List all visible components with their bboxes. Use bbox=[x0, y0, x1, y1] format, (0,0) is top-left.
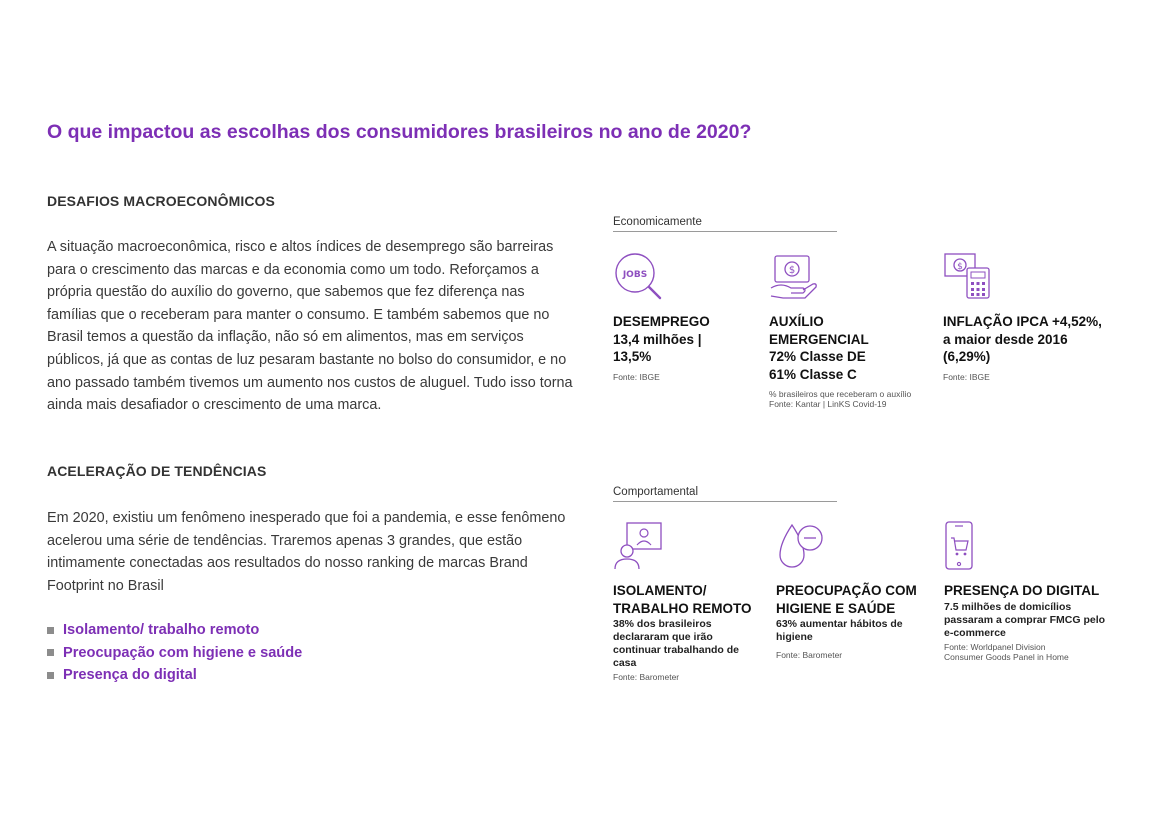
section-text-macro: A situação macroeconômica, risco e altos índices de desemprego são barreiras para o crescimento das marcas e da economia como um todo. Reforçamos a própria questão do auxílio do governo, que sabemos que fez diferença nas famílias que o receberam para manter o consumo. E também sabemos que no Brasil temos a questão da inflação, não só em alimentos, mas em serviços públicos, já que as contas de luz pesaram bastante no bolso do consumidor, e no ano passado também tivemos um aumento nos custos de aluguel. Tudo isso torna ainda mais desafiador o crescimento de uma marca. bbox=[47, 239, 573, 414]
source-note: Fonte: IBGE bbox=[943, 371, 990, 382]
source-note: Fonte: Worldpanel Division Consumer Goods Panel in Home bbox=[944, 641, 1069, 662]
section-text-trends: Em 2020, existiu um fenômeno inesperado que foi a pandemia, e esse fenômeno acelerou uma série de tendências. Traremos apenas 3 grandes, que estão intimamente conectadas aos resultados do nosso ranking de marcas Brand Footprint no Brasil bbox=[47, 510, 566, 594]
phone-cart-icon bbox=[944, 521, 996, 571]
list-item: Presença do digital bbox=[47, 664, 302, 687]
money-hand-icon bbox=[769, 252, 821, 302]
svg-text:JOBS: JOBS bbox=[622, 270, 648, 280]
stat-card-hygiene: PREOCUPAÇÃO COM HIGIENE E SAÚDE 63% aumentar hábitos de higiene Fonte: Barometer bbox=[776, 521, 936, 661]
jobs-magnifier-icon bbox=[613, 252, 665, 302]
source-note: Fonte: Barometer bbox=[613, 672, 680, 683]
svg-text:$: $ bbox=[957, 262, 963, 272]
bullet-square-icon bbox=[47, 672, 54, 679]
svg-text:$: $ bbox=[788, 265, 796, 276]
money-calculator-icon bbox=[943, 252, 995, 302]
hygiene-drop-icon bbox=[776, 521, 828, 571]
stat-card-emergency-aid: $ AUXÍLIO EMERGENCIAL 72% Classe DE 61% Classe C % brasileiros que receberam o auxílio Fonte: Kantar | LinKS Covid-19 bbox=[769, 252, 949, 409]
category-label-behavioral: Comportamental bbox=[613, 486, 837, 502]
category-label-economic: Economicamente bbox=[613, 216, 837, 232]
page-title: O que impactou as escolhas dos consumidores brasileiros no ano de 2020? bbox=[47, 121, 752, 143]
source-note: Fonte: IBGE bbox=[613, 371, 660, 382]
source-note: % brasileiros que receberam o auxílio Fonte: Kantar | LinKS Covid-19 bbox=[769, 389, 912, 410]
list-item: Isolamento/ trabalho remoto bbox=[47, 619, 302, 642]
source-note: Fonte: Barometer bbox=[776, 650, 843, 661]
list-item: Preocupação com higiene e saúde bbox=[47, 642, 302, 665]
trend-bullet-list bbox=[47, 619, 302, 687]
stat-card-inflation: $ INFLAÇÃO IPCA +4,52%, a maior desde 2016 (6,29%) Fonte: IBGE bbox=[943, 252, 1143, 382]
stat-card-unemployment: JOBS DESEMPREGO 13,4 milhões | 13,5% Fonte: IBGE bbox=[613, 252, 793, 382]
section-heading-trends: ACELERAÇÃO DE TENDÊNCIAS bbox=[47, 463, 267, 479]
stat-card-digital: PRESENÇA DO DIGITAL 7.5 milhões de domicílios passaram a comprar FMCG pelo e-commerce Fonte: Worldpanel Division Consumer Goods Panel in Home bbox=[944, 521, 1134, 662]
section-heading-macro: DESAFIOS MACROECONÔMICOS bbox=[47, 193, 275, 209]
bullet-square-icon bbox=[47, 627, 54, 634]
remote-worker-icon bbox=[613, 521, 665, 571]
stat-card-remote-work: ISOLAMENTO/ TRABALHO REMOTO 38% dos brasileiros declararam que irão continuar trabalhando de casa Fonte: Barometer bbox=[613, 521, 773, 683]
bullet-square-icon bbox=[47, 649, 54, 656]
